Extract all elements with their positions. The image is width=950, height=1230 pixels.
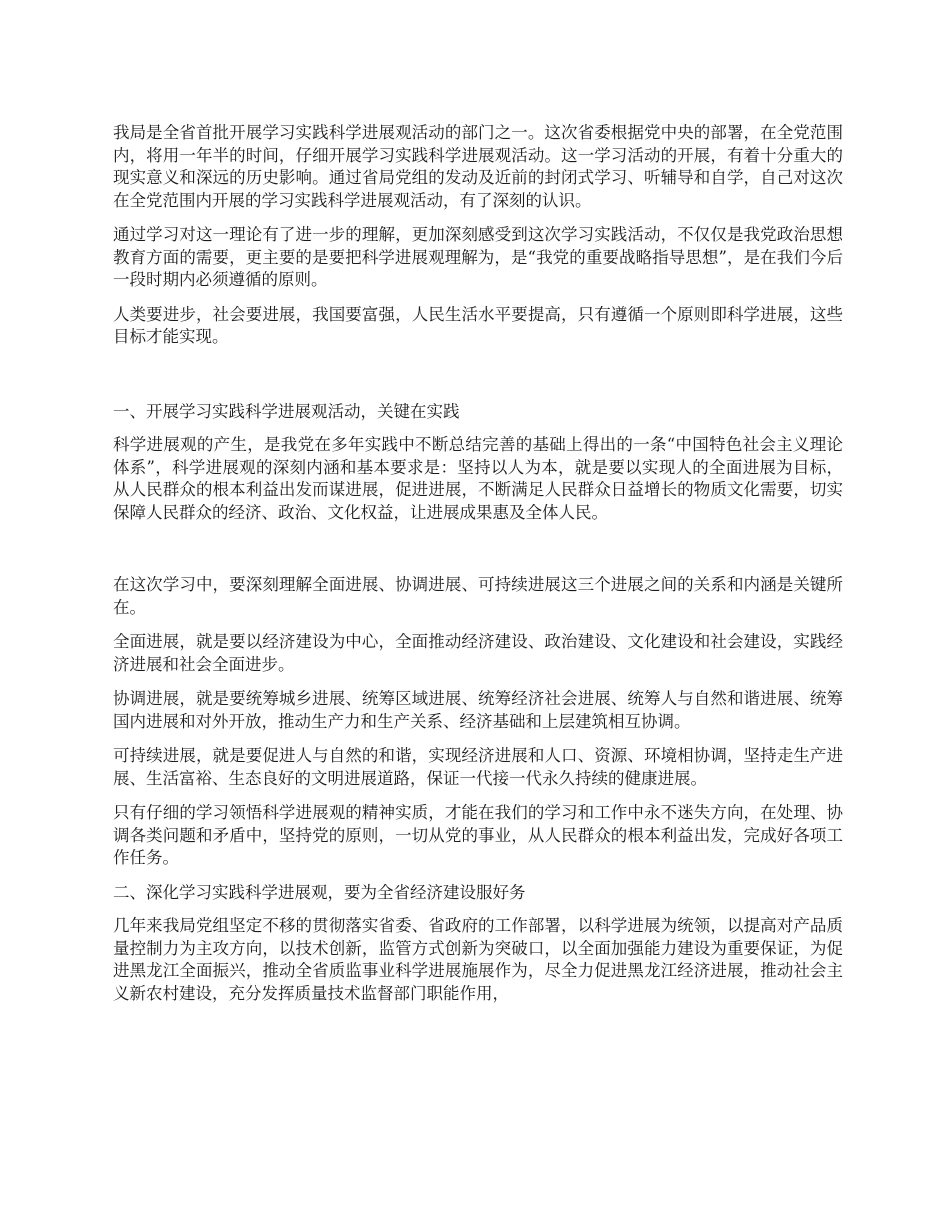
paragraph-three-developments: 在这次学习中，要深刻理解全面进展、协调进展、可持续进展这三个进展之间的关系和内涵是关键所在。: [113, 575, 843, 617]
document-body: [113, 122, 843, 1017]
paragraph-understanding: 通过学习对这一理论有了进一步的理解，更加深刻感受到这次学习实践活动，不仅仅是我党政治思想教育方面的需要，更主要的是要把科学进展观理解为，是“我党的重要战略指导思想”，是在我们今后一段时期内必须遵循的原则。: [113, 225, 843, 289]
paragraph-comprehensive: 全面进展，就是要以经济建设为中心，全面推动经济建设、政治建设、文化建设和社会建设，实践经济进展和社会全面进步。: [113, 632, 843, 674]
paragraph-origin: 科学进展观的产生，是我党在多年实践中不断总结完善的基础上得出的一条“中国特色社会主义理论体系”，科学进展观的深刻内涵和基本要求是：坚持以人为本，就是要以实现人的全面进展为目标，从人民群众的根本利益出发而谋进展，促进进展，不断满足人民群众日益增长的物质文化需要，切实保障人民群众的经济、政治、文化权益，让进展成果惠及全体人民。: [113, 435, 843, 522]
blank-line: [113, 536, 843, 574]
paragraph-bureau-work: 几年来我局党组坚定不移的贯彻落实省委、省政府的工作部署，以科学进展为统领，以提高对产品质量控制力为主攻方向，以技术创新，监管方式创新为突破口，以全面加强能力建设为重要保证，为促进黑龙江全面振兴，推动全省质监事业科学进展施展作为，尽全力促进黑龙江经济进展，推动社会主义新农村建设，充分发挥质量技术监督部门职能作用，: [113, 916, 843, 1003]
blank-line: [113, 361, 843, 401]
paragraph-sustainable: 可持续进展，就是要促进人与自然的和谐，实现经济进展和人口、资源、环境相协调，坚持走生产进展、生活富裕、生态良好的文明进展道路，保证一代接一代永久持续的健康进展。: [113, 746, 843, 788]
paragraph-intro: 我局是全省首批开展学习实践科学进展观活动的部门之一。这次省委根据党中央的部署，在全党范围内，将用一年半的时间，仔细开展学习实践科学进展观活动。这一学习活动的开展，有着十分重大的现实意义和深远的历史影响。通过省局党组的发动及近前的封闭式学习、听辅导和自学，自己对这次在全党范围内开展的学习实践科学进展观活动，有了深刻的认识。: [113, 123, 843, 210]
paragraph-conclusion: 只有仔细的学习领悟科学进展观的精神实质，才能在我们的学习和工作中永不迷失方向，在处理、协调各类问题和矛盾中，坚持党的原则，一切从党的事业，从人民群众的根本利益出发，完成好各项工作任务。: [113, 803, 843, 867]
paragraph-principle: 人类要进步，社会要进展，我国要富强，人民生活水平要提高，只有遵循一个原则即科学进展，这些目标才能实现。: [113, 304, 843, 346]
section-heading-2: 二、深化学习实践科学进展观，要为全省经济建设服好务: [113, 882, 526, 902]
paragraph-coordinated: 协调进展，就是要统筹城乡进展、统筹区域进展、统筹经济社会进展、统筹人与自然和谐进展、统筹国内进展和对外开放，推动生产力和生产关系、经济基础和上层建筑相互协调。: [113, 689, 843, 731]
section-heading-1: 一、开展学习实践科学进展观活动，关键在实践: [113, 401, 460, 421]
